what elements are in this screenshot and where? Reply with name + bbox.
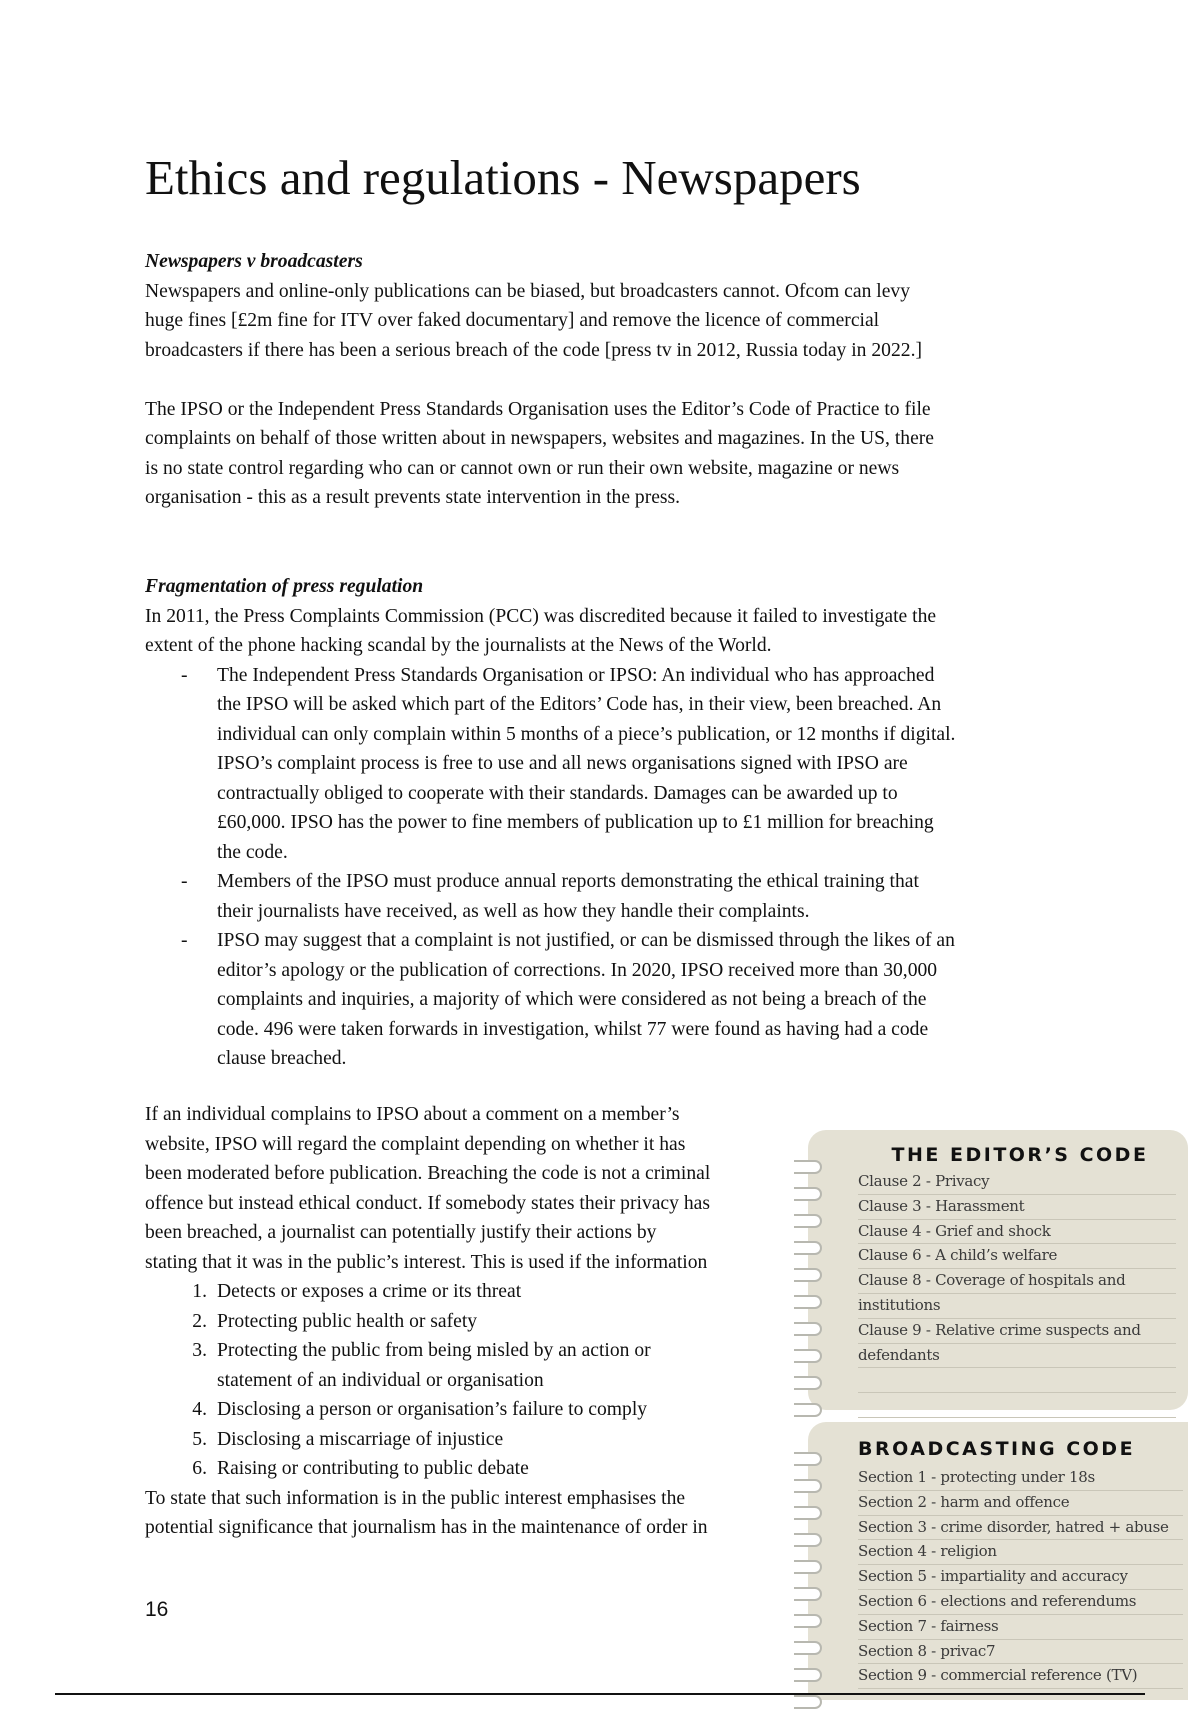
text-line: is no state control regarding who can or cannot own or run their own website, magazine or news [145, 457, 900, 479]
section-heading: Fragmentation of press regulation [145, 576, 424, 597]
text-line: Detects or exposes a crime or its threat [217, 1281, 522, 1302]
text-line: huge fines [£2m fine for ITV over faked documentary] and remove the licence of commercial [145, 310, 880, 331]
card-heading: BROADCASTING CODE [858, 1438, 1136, 1460]
text-line: clause breached. [217, 1048, 347, 1069]
card-line: Section 3 - crime disorder, hatred + abuse [858, 1516, 1183, 1541]
notepad-rings [794, 1452, 824, 1722]
card-line [858, 1393, 1176, 1418]
list-item [192, 1336, 795, 1395]
text-line: complaints and inquiries, a majority of which were considered as not being a breach of the [217, 989, 927, 1010]
text-line: editor’s apology or the publication of corrections. In 2020, IPSO received more than 30,000 [217, 959, 938, 981]
list-item [217, 661, 1075, 868]
numbered-list [145, 1277, 795, 1484]
text-line: To state that such information is in the public interest emphasises the [145, 1487, 686, 1509]
card-line: Section 6 - elections and referendums [858, 1590, 1183, 1615]
list-number: 2. [192, 1310, 207, 1332]
paragraph [145, 1100, 795, 1277]
editors-code-list [858, 1170, 1176, 1418]
text-line: offence but instead ethical conduct. If somebody states their privacy has [145, 1192, 710, 1214]
card-line [858, 1368, 1176, 1393]
list-number: 1. [192, 1281, 207, 1302]
list-item [192, 1454, 795, 1484]
card-heading: THE EDITOR’S CODE [891, 1144, 1149, 1166]
notepad-rings [794, 1160, 824, 1430]
text-line: Disclosing a person or organisation’s failure to comply [217, 1399, 648, 1420]
list-number: 5. [192, 1428, 207, 1450]
bottom-divider [55, 1693, 1145, 1695]
text-line: Protecting public health or safety [217, 1310, 478, 1332]
section-newspapers-v-broadcasters [145, 247, 1075, 513]
text-line: contractually obliged to cooperate with their standards. Damages can be awarded up to [217, 782, 898, 804]
text-line: website, IPSO will regard the complaint depending on whether it has [145, 1133, 686, 1155]
broadcasting-code-list [858, 1466, 1183, 1689]
card-line: defendants [858, 1344, 1176, 1369]
text-line: been moderated before publication. Breaching the code is not a criminal [145, 1163, 711, 1184]
text-line: Members of the IPSO must produce annual reports demonstrating the ethical training that [217, 871, 919, 892]
text-line: The IPSO or the Independent Press Standards Organisation uses the Editor’s Code of Practice to file [145, 398, 931, 420]
card-line: Clause 6 - A child’s welfare [858, 1244, 1176, 1269]
page-title: Ethics and regulations - Newspapers [145, 150, 861, 205]
section-heading: Newspapers v broadcasters [145, 251, 363, 272]
editors-code-card [808, 1130, 1188, 1410]
card-line: Clause 3 - Harassment [858, 1195, 1176, 1220]
card-line: Section 1 - protecting under 18s [858, 1466, 1183, 1491]
text-line: potential significance that journalism has in the maintenance of order in [145, 1517, 708, 1538]
list-item [192, 1395, 795, 1425]
text-line: Protecting the public from being misled by an action or [217, 1340, 651, 1361]
page-number: 16 [145, 1598, 169, 1621]
text-line: statement of an individual or organisation [217, 1369, 544, 1391]
text-line: extent of the phone hacking scandal by the journalists at the News of the World. [145, 635, 772, 656]
list-number: 6. [192, 1458, 207, 1479]
list-number: 4. [192, 1399, 207, 1420]
text-line: If an individual complains to IPSO about a comment on a member’s [145, 1104, 680, 1125]
card-line: Section 2 - harm and offence [858, 1491, 1183, 1516]
text-line: the code. [217, 841, 288, 863]
list-item [192, 1307, 795, 1337]
section-public-interest [145, 1100, 795, 1543]
list-item [217, 867, 1075, 926]
list-item [192, 1277, 795, 1307]
card-line: Section 4 - religion [858, 1540, 1183, 1565]
paragraph [145, 395, 1075, 513]
card-line: Clause 2 - Privacy [858, 1170, 1176, 1195]
bullet-list [145, 661, 1075, 1074]
card-line: institutions [858, 1294, 1176, 1319]
text-line: broadcasters if there has been a serious breach of the code [press tv in 2012, Russia today in 2022.] [145, 339, 922, 361]
card-line: Section 8 - privac7 [858, 1640, 1183, 1665]
card-line: Section 5 - impartiality and accuracy [858, 1565, 1183, 1590]
paragraph [145, 277, 1075, 366]
card-line: Clause 9 - Relative crime suspects and [858, 1319, 1176, 1344]
text-line: The Independent Press Standards Organisation or IPSO: An individual who has approached [217, 664, 935, 686]
card-line: Section 7 - fairness [858, 1615, 1183, 1640]
text-line: organisation - this as a result prevents state intervention in the press. [145, 487, 681, 508]
paragraph [145, 1484, 795, 1543]
text-line: IPSO’s complaint process is free to use and all news organisations signed with IPSO are [217, 753, 908, 774]
text-line: code. 496 were taken forwards in investigation, whilst 77 were found as having had a code [217, 1018, 929, 1040]
text-line: Newspapers and online-only publications can be biased, but broadcasters cannot. Ofcom can levy [145, 280, 910, 302]
text-line: been breached, a journalist can potentially justify their actions by [145, 1222, 657, 1243]
text-line: the IPSO will be asked which part of the Editors’ Code has, in their view, been breached. An [217, 694, 942, 715]
text-line: In 2011, the Press Complaints Commission (PCC) was discredited because it failed to investigate the [145, 605, 937, 627]
text-line: complaints on behalf of those written about in newspapers, websites and magazines. In the US, there [145, 428, 934, 449]
section-fragmentation [145, 572, 1075, 1074]
paragraph [145, 602, 1075, 661]
list-item [217, 926, 1075, 1074]
text-line: Raising or contributing to public debate [217, 1458, 529, 1479]
text-line: IPSO may suggest that a complaint is not justified, or can be dismissed through the likes of an [217, 930, 955, 951]
text-line: £60,000. IPSO has the power to fine members of publication up to £1 million for breaching [217, 812, 934, 833]
card-line: Clause 4 - Grief and shock [858, 1220, 1176, 1245]
text-line: stating that it was in the public’s interest. This is used if the information [145, 1251, 708, 1273]
text-line: Disclosing a miscarriage of injustice [217, 1428, 504, 1450]
card-line: Clause 8 - Coverage of hospitals and [858, 1269, 1176, 1294]
text-line: individual can only complain within 5 months of a piece’s publication, or 12 months if digital. [217, 723, 956, 745]
list-item [192, 1425, 795, 1455]
list-number: 3. [192, 1340, 207, 1361]
broadcasting-code-card [808, 1422, 1188, 1700]
card-line: Section 9 - commercial reference (TV) [858, 1664, 1183, 1689]
text-line: their journalists have received, as well as how they handle their complaints. [217, 900, 810, 922]
